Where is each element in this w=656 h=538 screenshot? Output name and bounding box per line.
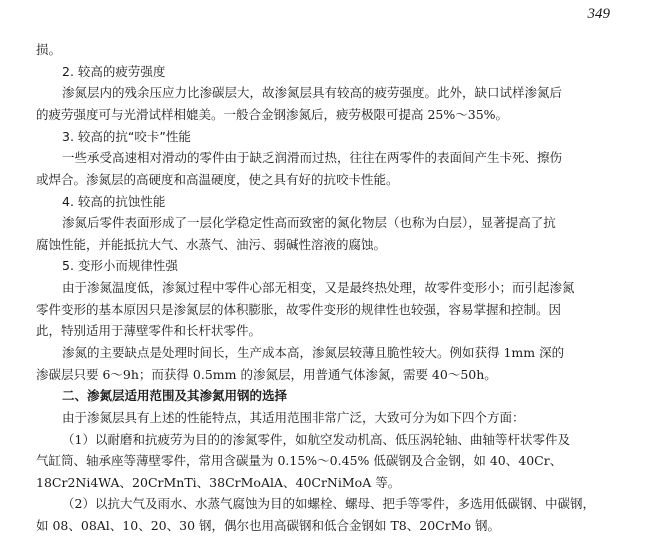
list-item-1-line-3: 18Cr2Ni4WA、20CrMnTi、38CrMoAlA、40CrNiMoA 等。 (36, 474, 401, 490)
list-item-2-line-2: 如 08、08Al、10、20、30 钢，偶尔也用高碳钢和低合金钢如 T8、20CrMo 钢。 (36, 518, 501, 533)
section-heading: 2. 较高的疲劳强度 (62, 63, 166, 79)
text-line: 渗氮的主要缺点是处理时间长，生产成本高，渗氮层较薄且脆性较大。例如获得 1mm 深的 (62, 344, 565, 360)
text-line: 渗氮层内的残余压应力比渗碳层大，故渗氮层具有较高的疲劳强度。此外，缺口试样渗氮后 (62, 85, 563, 101)
list-item-1-line-1: （1）以耐磨和抗疲劳为目的的渗氮零件，如航空发动机高、低压涡轮轴、曲轴等杆状零件及 (62, 431, 570, 447)
section-heading: 5. 变形小而规律性强 (62, 258, 178, 274)
section-heading: 4. 较高的抗蚀性能 (62, 193, 166, 209)
list-item-2-line-1: （2）以抗大气及雨水、水蒸气腐蚀为目的如螺栓、螺母、把手等零件，多选用低碳钢、中碳钢， (62, 496, 595, 512)
page-number: 349 (587, 6, 610, 22)
text-line: 或焊合。渗氮层的高硬度和高温硬度，使之具有好的抗咬卡性能。 (36, 171, 399, 187)
bold-section-heading: 二、渗氮层适用范围及其渗氮用钢的选择 (62, 388, 288, 404)
text-line: 腐蚀性能，并能抵抗大气、水蒸气、油污、弱碱性溶液的腐蚀。 (36, 236, 387, 252)
text-line: 渗碳层只要 6～9h；而获得 0.5mm 的渗氮层，用普通气体渗氮，需要 40～50h。 (36, 366, 497, 382)
text-line: 由于渗氮层具有上述的性能特点，其适用范围非常广泛，大致可分为如下四个方面： (62, 409, 525, 425)
text-line: 此，特别适用于薄壁零件和长杆状零件。 (36, 323, 262, 339)
text-line: 损。 (36, 42, 62, 57)
list-item-1-line-2: 气缸筒、轴承座等薄壁零件，常用含碳量为 0.15%～0.45% 低碳钢及合金钢，如 40、40Cr、 (36, 453, 563, 469)
text-line: 一些承受高速相对滑动的零件由于缺乏润滑而过热，往往在两零件的表面间产生卡死、擦伤 (62, 150, 563, 166)
text-line: 的疲劳强度可与光滑试样相媲美。一般合金钢渗氮后，疲劳极限可提高 25%～35%。 (36, 106, 509, 122)
text-line: 由于渗氮温度低，渗氮过程中零件心部无相变，又是最终热处理，故零件变形小；而引起渗氮 (62, 280, 575, 295)
section-heading: 3. 较高的抗“咬卡”性能 (62, 128, 191, 144)
text-line: 渗氮后零件表面形成了一层化学稳定性高而致密的氮化物层（也称为白层），显著提高了抗 (62, 215, 556, 231)
text-line: 零件变形的基本原因只是渗氮层的体积膨胀，故零件变形的规律性也较强，容易掌握和控制。因 (36, 301, 562, 317)
